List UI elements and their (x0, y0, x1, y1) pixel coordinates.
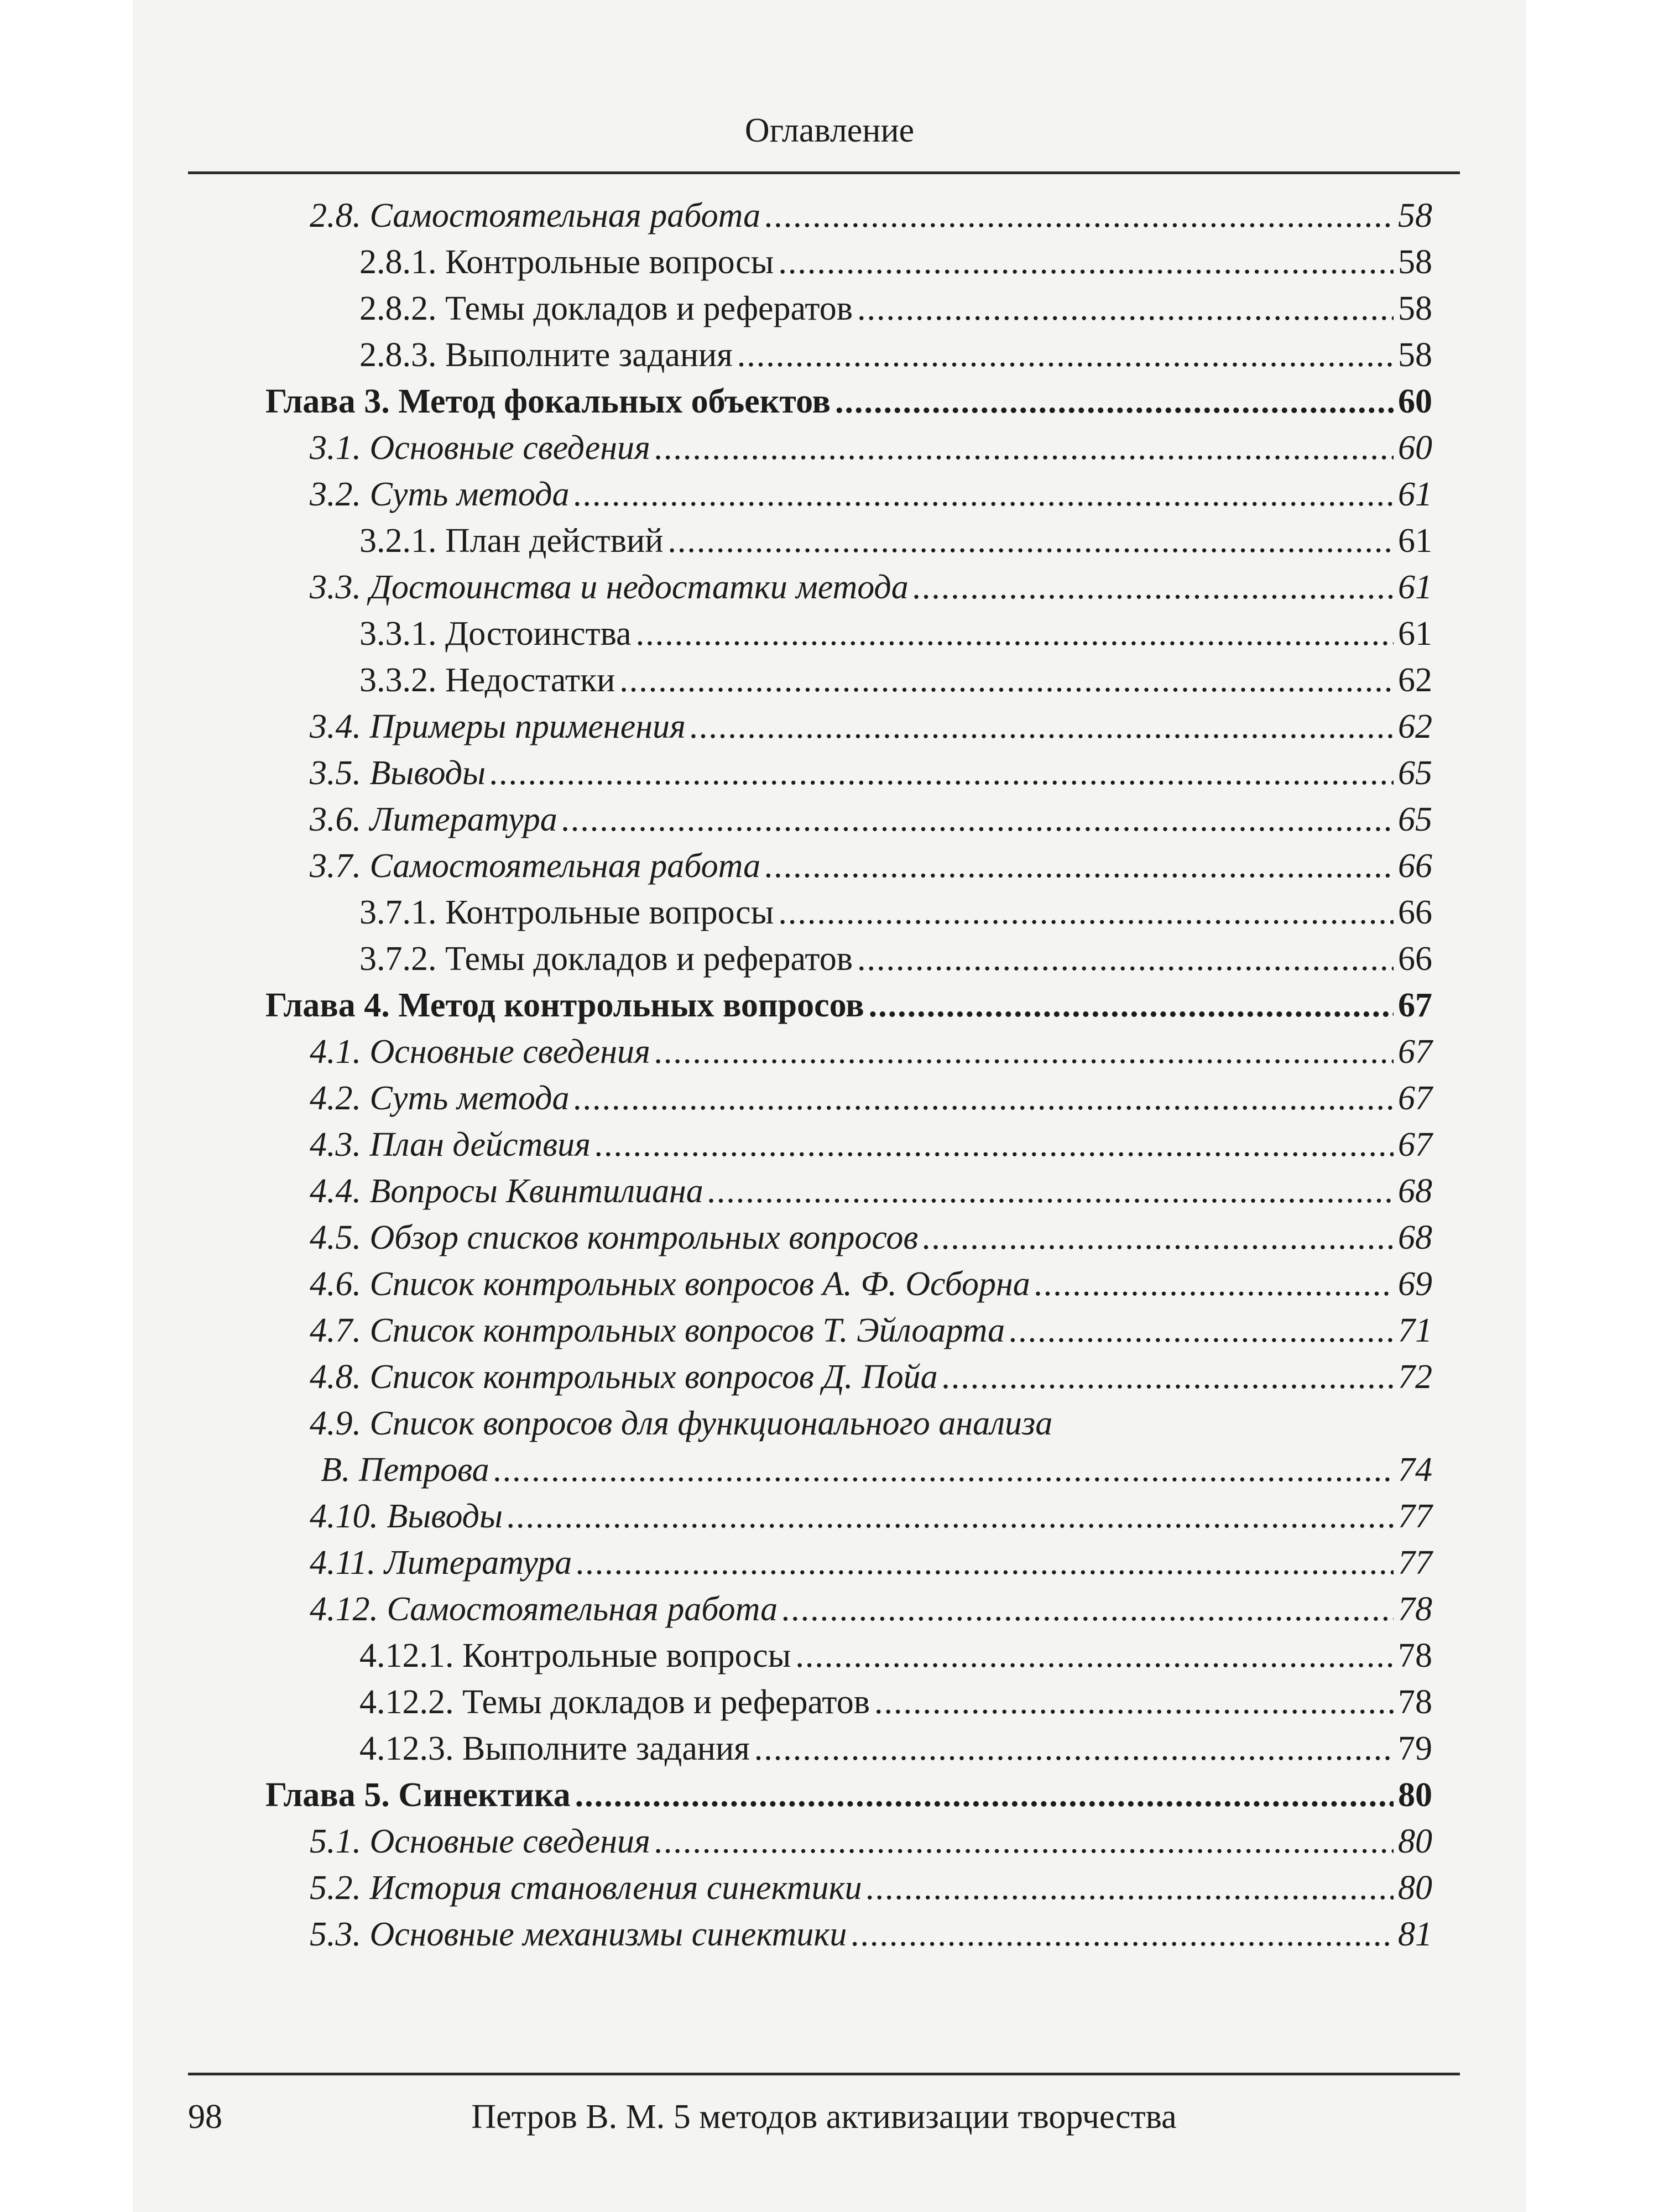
toc-entry (265, 1307, 1432, 1354)
toc-entry-label: 3.7. Самостоятельная работа (310, 847, 761, 885)
footer-rule (188, 2073, 1460, 2075)
toc-entry (265, 889, 1432, 936)
dot-leader (507, 1493, 1394, 1540)
toc-entry-label: 2.8.1. Контрольные вопросы (359, 243, 774, 281)
toc-entry-label: 3.2. Суть метода (310, 476, 570, 513)
toc-entry (265, 1865, 1432, 1911)
toc-entry-label: 3.5. Выводы (310, 754, 486, 792)
toc-entry-label: 3.3.1. Достоинства (359, 615, 632, 653)
toc-entry-label: 4.1. Основные сведения (310, 1033, 650, 1071)
toc-entry-label: 3.7.1. Контрольные вопросы (359, 894, 774, 931)
dot-leader (765, 843, 1394, 889)
dot-leader (619, 657, 1394, 703)
toc-entry-page: 68 (1398, 1219, 1432, 1256)
dot-leader (573, 1075, 1394, 1121)
toc-entry-page: 71 (1398, 1312, 1432, 1349)
toc-entry-page: 58 (1398, 243, 1432, 281)
toc-entry-page: 61 (1398, 522, 1432, 560)
header-rule (188, 171, 1460, 174)
dot-leader (851, 1911, 1394, 1958)
toc-entry-label: 4.9. Список вопросов для функционального анализа (310, 1405, 1053, 1442)
toc-entry (265, 471, 1432, 518)
dot-leader (1035, 1261, 1394, 1307)
toc-entry-label: 3.1. Основные сведения (310, 429, 650, 467)
toc-entry (265, 936, 1432, 982)
dot-leader (942, 1354, 1394, 1400)
toc-entry (265, 703, 1432, 750)
dot-leader (857, 285, 1394, 332)
toc-entry-label: 2.8.2. Темы докладов и рефератов (359, 290, 853, 327)
dot-leader (576, 1540, 1394, 1586)
toc-entry-label: 4.11. Литература (310, 1544, 572, 1582)
dot-leader (765, 192, 1394, 239)
toc-entry-label: 2.8.3. Выполните задания (359, 336, 733, 374)
toc-entry-page: 58 (1398, 290, 1432, 327)
toc-entry-label: 4.6. Список контрольных вопросов А. Ф. Осборна (310, 1265, 1030, 1303)
dot-leader (490, 750, 1394, 796)
toc-entry-page: 58 (1398, 197, 1432, 234)
toc-entry-label: 4.10. Выводы (310, 1498, 503, 1535)
toc-entry-page: 80 (1398, 1776, 1432, 1814)
toc-entry (265, 239, 1432, 285)
toc-entry-label: 5.2. История становления синектики (310, 1869, 862, 1907)
toc-entry-label: 3.6. Литература (310, 801, 557, 838)
toc-entry-label: 4.7. Список контрольных вопросов Т. Эйлоарта (310, 1312, 1005, 1349)
dot-leader (782, 1586, 1394, 1632)
toc-entry-page: 66 (1398, 894, 1432, 931)
toc-entry-label: 4.2. Суть метода (310, 1079, 570, 1117)
toc-entry-label: 4.12.1. Контрольные вопросы (359, 1637, 791, 1674)
toc-entry-page: 66 (1398, 847, 1432, 885)
toc-entry-page: 60 (1398, 429, 1432, 467)
toc-entry-label: 3.3. Достоинства и недостатки метода (310, 568, 909, 606)
dot-leader (690, 703, 1394, 750)
toc-entry-label: Глава 3. Метод фокальных объектов (265, 383, 831, 420)
toc-entry-label: 4.3. План действия (310, 1126, 591, 1164)
toc-entry-label: 3.2.1. План действий (359, 522, 664, 560)
toc-entry (265, 332, 1432, 378)
toc-entry (265, 1400, 1432, 1493)
toc-entry-page: 66 (1398, 940, 1432, 978)
running-head-title: Оглавление (744, 112, 915, 149)
toc-entry (265, 611, 1432, 657)
dot-leader (874, 1679, 1394, 1725)
dot-leader (562, 796, 1394, 843)
toc-entry-page: 61 (1398, 615, 1432, 653)
dot-leader (867, 1865, 1394, 1911)
toc-entry (265, 1911, 1432, 1958)
dot-leader (922, 1214, 1394, 1261)
toc-entry-page: 67 (1398, 987, 1432, 1024)
dot-leader (857, 936, 1394, 982)
toc-entry-label: 4.12.3. Выполните задания (359, 1730, 750, 1767)
dot-leader (778, 889, 1394, 936)
toc-entry-page: 69 (1398, 1265, 1432, 1303)
toc-entry (265, 982, 1432, 1029)
page-number: 98 (188, 2098, 222, 2136)
dot-leader (708, 1168, 1394, 1214)
toc-entry-label: 3.3.2. Недостатки (359, 661, 615, 699)
toc-entry-label: 5.3. Основные механизмы синектики (310, 1916, 847, 1953)
book-title: Петров В. М. 5 методов активизации творчества (471, 2098, 1177, 2136)
toc-entry (265, 285, 1432, 332)
toc-entry-page: 80 (1398, 1869, 1432, 1907)
toc-entry-label: 2.8. Самостоятельная работа (310, 197, 761, 234)
dot-leader (778, 239, 1394, 285)
toc-entry (265, 796, 1432, 843)
toc-entry (265, 1354, 1432, 1400)
toc-entry (265, 1772, 1432, 1818)
dot-leader (655, 1818, 1394, 1865)
dot-leader (754, 1725, 1394, 1772)
toc-entry-page: 67 (1398, 1126, 1432, 1164)
toc-entry (265, 1075, 1432, 1121)
toc-entry-page: 62 (1398, 661, 1432, 699)
toc-entry-page: 77 (1398, 1544, 1432, 1582)
toc-entry-page: 78 (1398, 1590, 1432, 1628)
toc-entry-page: 78 (1398, 1637, 1432, 1674)
dot-leader (835, 378, 1394, 425)
toc-entry (265, 425, 1432, 471)
dot-leader (636, 611, 1394, 657)
toc-entry (265, 1029, 1432, 1075)
toc-entry (265, 1540, 1432, 1586)
toc-entry-page: 79 (1398, 1730, 1432, 1767)
toc-entry-page: 78 (1398, 1683, 1432, 1721)
toc-entry-page: 72 (1398, 1358, 1432, 1396)
toc-entry-page: 81 (1398, 1916, 1432, 1953)
dot-leader (595, 1121, 1394, 1168)
toc-entry (265, 564, 1432, 611)
toc-entry (265, 657, 1432, 703)
toc-entry (265, 1632, 1432, 1679)
toc-entry-page: 67 (1398, 1079, 1432, 1117)
toc-entry-page: 60 (1398, 383, 1432, 420)
toc-entry-label: 5.1. Основные сведения (310, 1823, 650, 1860)
toc-entry-page: 68 (1398, 1172, 1432, 1210)
toc-entry (265, 1586, 1432, 1632)
toc-entry-page: 61 (1398, 476, 1432, 513)
toc-entry-page: 65 (1398, 754, 1432, 792)
dot-leader (655, 1029, 1394, 1075)
toc-entry (265, 518, 1432, 564)
dot-leader (655, 425, 1394, 471)
dot-leader (667, 518, 1394, 564)
toc-entry (265, 750, 1432, 796)
toc-entry-page: 62 (1398, 708, 1432, 745)
toc-entry (265, 1168, 1432, 1214)
toc-entry-label-continued: В. Петрова (321, 1451, 489, 1489)
dot-leader (575, 1772, 1394, 1818)
toc-entry (265, 843, 1432, 889)
toc-entry-page: 65 (1398, 801, 1432, 838)
toc-entry-page: 61 (1398, 568, 1432, 606)
toc-entry-label: 4.12.2. Темы докладов и рефератов (359, 1683, 870, 1721)
dot-leader (913, 564, 1394, 611)
toc-entry (265, 1818, 1432, 1865)
toc-entry-label: 3.4. Примеры применения (310, 708, 686, 745)
toc-entry (265, 1121, 1432, 1168)
toc-entry (265, 1261, 1432, 1307)
table-of-contents (265, 192, 1432, 1958)
toc-entry-label: 3.7.2. Темы докладов и рефератов (359, 940, 853, 978)
book-page (133, 0, 1526, 2212)
toc-entry-page: 74 (1398, 1451, 1432, 1489)
toc-entry (265, 1214, 1432, 1261)
toc-entry (265, 1725, 1432, 1772)
toc-entry-label: 4.12. Самостоятельная работа (310, 1590, 778, 1628)
toc-entry-label: Глава 4. Метод контрольных вопросов (265, 987, 864, 1024)
toc-entry-page: 67 (1398, 1033, 1432, 1071)
toc-entry-page: 80 (1398, 1823, 1432, 1860)
toc-entry (265, 192, 1432, 239)
dot-leader (737, 332, 1394, 378)
dot-leader (869, 982, 1394, 1029)
toc-entry-page: 58 (1398, 336, 1432, 374)
dot-leader (573, 471, 1394, 518)
toc-entry-label: 4.8. Список контрольных вопросов Д. Пойа (310, 1358, 938, 1396)
toc-entry-label: Глава 5. Синектика (265, 1776, 571, 1814)
toc-entry-page: 77 (1398, 1498, 1432, 1535)
toc-entry (265, 1679, 1432, 1725)
toc-entry-label: 4.5. Обзор списков контрольных вопросов (310, 1219, 919, 1256)
dot-leader (494, 1447, 1394, 1493)
dot-leader (1009, 1307, 1394, 1354)
toc-entry (265, 378, 1432, 425)
toc-entry-label: 4.4. Вопросы Квинтилиана (310, 1172, 703, 1210)
toc-entry (265, 1493, 1432, 1540)
dot-leader (795, 1632, 1394, 1679)
